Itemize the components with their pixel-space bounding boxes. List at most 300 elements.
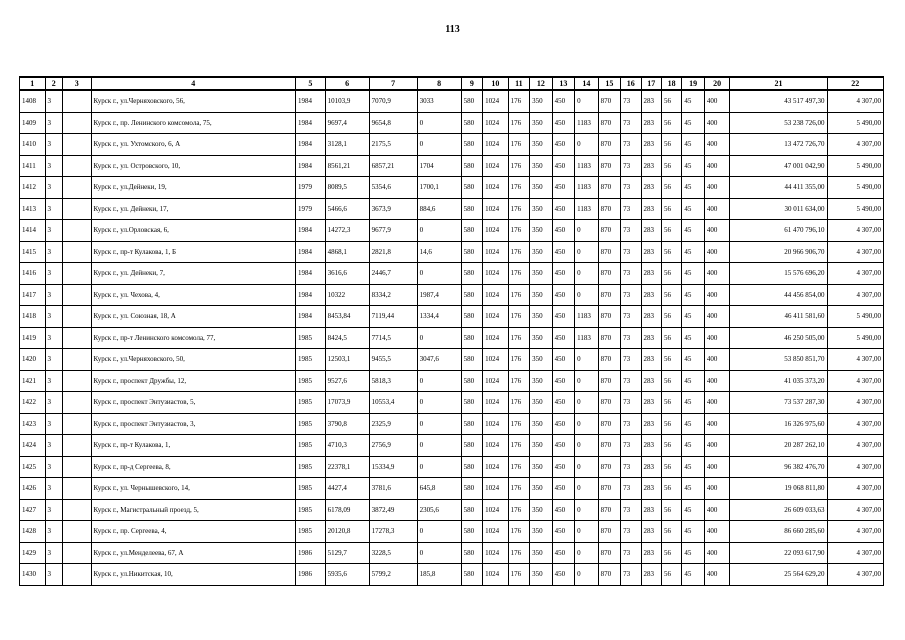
row-number: 1425 — [20, 456, 46, 478]
col11-cell: 176 — [508, 564, 529, 586]
col11-cell: 176 — [508, 435, 529, 457]
category-cell: 3 — [45, 177, 62, 199]
col12-cell: 350 — [530, 241, 552, 263]
col7-cell: 6857,21 — [369, 155, 417, 177]
col17-cell: 283 — [641, 241, 661, 263]
col19-cell: 45 — [682, 327, 704, 349]
col20-cell: 400 — [704, 370, 730, 392]
col7-cell: 2756,9 — [369, 435, 417, 457]
unit-cost-cell: 4 307,00 — [827, 456, 883, 478]
address-cell: Курск г., ул.Черняховского, 56, — [91, 90, 295, 112]
col3-cell — [62, 263, 91, 285]
col3-cell — [62, 392, 91, 414]
col9-cell: 580 — [461, 198, 482, 220]
row-number: 1416 — [20, 263, 46, 285]
address-cell: Курск г., ул. Ухтомского, 6, А — [91, 134, 295, 156]
col13-cell: 450 — [552, 370, 574, 392]
address-cell: Курск г., пр-д Сергеева, 8, — [91, 456, 295, 478]
col6-cell: 9527,6 — [325, 370, 369, 392]
col13-cell: 450 — [552, 456, 574, 478]
col3-cell — [62, 521, 91, 543]
column-header-22: 22 — [827, 77, 883, 90]
col8-cell: 1704 — [417, 155, 461, 177]
total-cost-cell: 25 564 629,20 — [730, 564, 827, 586]
col19-cell: 45 — [682, 306, 704, 328]
col17-cell: 283 — [641, 499, 661, 521]
col6-cell: 4427,4 — [325, 478, 369, 500]
col12-cell: 350 — [530, 198, 552, 220]
column-header-18: 18 — [661, 77, 681, 90]
col12-cell: 350 — [530, 478, 552, 500]
col19-cell: 45 — [682, 392, 704, 414]
col8-cell: 884,6 — [417, 198, 461, 220]
year-cell: 1986 — [296, 564, 326, 586]
unit-cost-cell: 5 490,00 — [827, 112, 883, 134]
col16-cell: 73 — [621, 478, 641, 500]
category-cell: 3 — [45, 155, 62, 177]
col18-cell: 56 — [661, 198, 681, 220]
unit-cost-cell: 5 490,00 — [827, 327, 883, 349]
col3-cell — [62, 349, 91, 371]
col15-cell: 870 — [598, 90, 620, 112]
col18-cell: 56 — [661, 327, 681, 349]
address-cell: Курск г., ул. Чехова, 4, — [91, 284, 295, 306]
col15-cell: 870 — [598, 263, 620, 285]
year-cell: 1984 — [296, 112, 326, 134]
table-row — [20, 155, 884, 177]
table-row — [20, 542, 884, 564]
col15-cell: 870 — [598, 177, 620, 199]
col8-cell: 0 — [417, 327, 461, 349]
col14-cell: 0 — [575, 456, 599, 478]
category-cell: 3 — [45, 349, 62, 371]
col19-cell: 45 — [682, 241, 704, 263]
col3-cell — [62, 370, 91, 392]
address-cell: Курск г., проспект Энтузиастов, 3, — [91, 413, 295, 435]
col10-cell: 1024 — [483, 198, 509, 220]
col8-cell: 0 — [417, 134, 461, 156]
unit-cost-cell: 5 490,00 — [827, 177, 883, 199]
col18-cell: 56 — [661, 177, 681, 199]
col16-cell: 73 — [621, 456, 641, 478]
address-cell: Курск г., ул.Менделеева, 67, А — [91, 542, 295, 564]
column-header-5: 5 — [296, 77, 326, 90]
category-cell: 3 — [45, 327, 62, 349]
col12-cell: 350 — [530, 456, 552, 478]
col10-cell: 1024 — [483, 263, 509, 285]
col17-cell: 283 — [641, 112, 661, 134]
col14-cell: 0 — [575, 413, 599, 435]
category-cell: 3 — [45, 112, 62, 134]
col8-cell: 0 — [417, 263, 461, 285]
col16-cell: 73 — [621, 413, 641, 435]
col16-cell: 73 — [621, 134, 641, 156]
col16-cell: 73 — [621, 392, 641, 414]
col7-cell: 7070,9 — [369, 90, 417, 112]
col15-cell: 870 — [598, 155, 620, 177]
column-header-17: 17 — [641, 77, 661, 90]
col20-cell: 400 — [704, 306, 730, 328]
col10-cell: 1024 — [483, 134, 509, 156]
col20-cell: 400 — [704, 112, 730, 134]
category-cell: 3 — [45, 198, 62, 220]
year-cell: 1985 — [296, 521, 326, 543]
category-cell: 3 — [45, 392, 62, 414]
unit-cost-cell: 4 307,00 — [827, 349, 883, 371]
col9-cell: 580 — [461, 478, 482, 500]
col15-cell: 870 — [598, 241, 620, 263]
col19-cell: 45 — [682, 521, 704, 543]
col15-cell: 870 — [598, 284, 620, 306]
address-cell: Курск г., пр. Сергеева, 4, — [91, 521, 295, 543]
total-cost-cell: 19 068 811,80 — [730, 478, 827, 500]
col17-cell: 283 — [641, 177, 661, 199]
table-row — [20, 134, 884, 156]
col13-cell: 450 — [552, 413, 574, 435]
col12-cell: 350 — [530, 370, 552, 392]
row-number: 1412 — [20, 177, 46, 199]
col17-cell: 283 — [641, 284, 661, 306]
col6-cell: 8561,21 — [325, 155, 369, 177]
col15-cell: 870 — [598, 413, 620, 435]
col12-cell: 350 — [530, 499, 552, 521]
col9-cell: 580 — [461, 413, 482, 435]
col12-cell: 350 — [530, 435, 552, 457]
row-number: 1418 — [20, 306, 46, 328]
table-row — [20, 392, 884, 414]
col17-cell: 283 — [641, 370, 661, 392]
col9-cell: 580 — [461, 327, 482, 349]
col6-cell: 9697,4 — [325, 112, 369, 134]
address-cell: Курск г., ул.Черняховского, 50, — [91, 349, 295, 371]
col12-cell: 350 — [530, 220, 552, 242]
table-row — [20, 241, 884, 263]
col9-cell: 580 — [461, 284, 482, 306]
col6-cell: 20120,8 — [325, 521, 369, 543]
column-header-13: 13 — [552, 77, 574, 90]
table-row — [20, 564, 884, 586]
col7-cell: 2325,9 — [369, 413, 417, 435]
row-number: 1429 — [20, 542, 46, 564]
col17-cell: 283 — [641, 456, 661, 478]
col6-cell: 6178,09 — [325, 499, 369, 521]
col11-cell: 176 — [508, 327, 529, 349]
category-cell: 3 — [45, 306, 62, 328]
col18-cell: 56 — [661, 521, 681, 543]
col14-cell: 1183 — [575, 155, 599, 177]
col16-cell: 73 — [621, 220, 641, 242]
address-cell: Курск г., ул.Дейнеки, 19, — [91, 177, 295, 199]
col20-cell: 400 — [704, 392, 730, 414]
col6-cell: 8453,84 — [325, 306, 369, 328]
col9-cell: 580 — [461, 564, 482, 586]
table-row — [20, 306, 884, 328]
unit-cost-cell: 4 307,00 — [827, 499, 883, 521]
col19-cell: 45 — [682, 198, 704, 220]
col10-cell: 1024 — [483, 478, 509, 500]
col11-cell: 176 — [508, 198, 529, 220]
col6-cell: 3790,8 — [325, 413, 369, 435]
total-cost-cell: 44 411 355,00 — [730, 177, 827, 199]
col7-cell: 5799,2 — [369, 564, 417, 586]
table-row — [20, 220, 884, 242]
unit-cost-cell: 4 307,00 — [827, 478, 883, 500]
col13-cell: 450 — [552, 564, 574, 586]
col7-cell: 9654,8 — [369, 112, 417, 134]
col17-cell: 283 — [641, 521, 661, 543]
col3-cell — [62, 306, 91, 328]
col3-cell — [62, 220, 91, 242]
category-cell: 3 — [45, 284, 62, 306]
col6-cell: 4710,3 — [325, 435, 369, 457]
col3-cell — [62, 155, 91, 177]
col10-cell: 1024 — [483, 306, 509, 328]
col8-cell: 1700,1 — [417, 177, 461, 199]
col6-cell: 8424,5 — [325, 327, 369, 349]
col14-cell: 0 — [575, 564, 599, 586]
category-cell: 3 — [45, 220, 62, 242]
col14-cell: 1183 — [575, 177, 599, 199]
col3-cell — [62, 327, 91, 349]
col15-cell: 870 — [598, 198, 620, 220]
col17-cell: 283 — [641, 327, 661, 349]
col9-cell: 580 — [461, 521, 482, 543]
col12-cell: 350 — [530, 542, 552, 564]
col12-cell: 350 — [530, 349, 552, 371]
col18-cell: 56 — [661, 284, 681, 306]
unit-cost-cell: 4 307,00 — [827, 542, 883, 564]
col16-cell: 73 — [621, 155, 641, 177]
col3-cell — [62, 241, 91, 263]
col14-cell: 0 — [575, 435, 599, 457]
column-header-9: 9 — [461, 77, 482, 90]
col6-cell: 14272,3 — [325, 220, 369, 242]
column-header-4: 4 — [91, 77, 295, 90]
col11-cell: 176 — [508, 456, 529, 478]
column-header-16: 16 — [621, 77, 641, 90]
col15-cell: 870 — [598, 392, 620, 414]
col6-cell: 3616,6 — [325, 263, 369, 285]
year-cell: 1985 — [296, 435, 326, 457]
total-cost-cell: 20 287 262,10 — [730, 435, 827, 457]
col14-cell: 0 — [575, 284, 599, 306]
table-row — [20, 198, 884, 220]
col8-cell: 0 — [417, 370, 461, 392]
col12-cell: 350 — [530, 112, 552, 134]
col20-cell: 400 — [704, 198, 730, 220]
col9-cell: 580 — [461, 306, 482, 328]
col14-cell: 0 — [575, 220, 599, 242]
col7-cell: 7714,5 — [369, 327, 417, 349]
category-cell: 3 — [45, 370, 62, 392]
col13-cell: 450 — [552, 155, 574, 177]
col15-cell: 870 — [598, 349, 620, 371]
col7-cell: 10553,4 — [369, 392, 417, 414]
col8-cell: 0 — [417, 112, 461, 134]
col17-cell: 283 — [641, 155, 661, 177]
col19-cell: 45 — [682, 112, 704, 134]
col14-cell: 0 — [575, 478, 599, 500]
total-cost-cell: 30 011 634,00 — [730, 198, 827, 220]
col13-cell: 450 — [552, 112, 574, 134]
col9-cell: 580 — [461, 542, 482, 564]
col18-cell: 56 — [661, 542, 681, 564]
col20-cell: 400 — [704, 349, 730, 371]
col12-cell: 350 — [530, 564, 552, 586]
unit-cost-cell: 5 490,00 — [827, 155, 883, 177]
col11-cell: 176 — [508, 306, 529, 328]
col13-cell: 450 — [552, 90, 574, 112]
col11-cell: 176 — [508, 392, 529, 414]
col19-cell: 45 — [682, 542, 704, 564]
col16-cell: 73 — [621, 435, 641, 457]
unit-cost-cell: 5 490,00 — [827, 306, 883, 328]
col13-cell: 450 — [552, 263, 574, 285]
col14-cell: 1183 — [575, 198, 599, 220]
col13-cell: 450 — [552, 435, 574, 457]
unit-cost-cell: 4 307,00 — [827, 413, 883, 435]
col14-cell: 1183 — [575, 112, 599, 134]
category-cell: 3 — [45, 90, 62, 112]
unit-cost-cell: 4 307,00 — [827, 370, 883, 392]
col13-cell: 450 — [552, 220, 574, 242]
col19-cell: 45 — [682, 413, 704, 435]
col18-cell: 56 — [661, 564, 681, 586]
col17-cell: 283 — [641, 220, 661, 242]
col17-cell: 283 — [641, 478, 661, 500]
unit-cost-cell: 4 307,00 — [827, 435, 883, 457]
col7-cell: 2821,8 — [369, 241, 417, 263]
col11-cell: 176 — [508, 177, 529, 199]
col14-cell: 1183 — [575, 327, 599, 349]
category-cell: 3 — [45, 263, 62, 285]
col16-cell: 73 — [621, 564, 641, 586]
col17-cell: 283 — [641, 198, 661, 220]
column-header-11: 11 — [508, 77, 529, 90]
row-number: 1424 — [20, 435, 46, 457]
col11-cell: 176 — [508, 112, 529, 134]
address-cell: Курск г., пр. Ленинского комсомола, 75, — [91, 112, 295, 134]
col20-cell: 400 — [704, 478, 730, 500]
col6-cell: 5466,6 — [325, 198, 369, 220]
col10-cell: 1024 — [483, 392, 509, 414]
col7-cell: 8334,2 — [369, 284, 417, 306]
address-cell: Курск г., ул.Никитская, 10, — [91, 564, 295, 586]
address-cell: Курск г., ул.Орловская, 6, — [91, 220, 295, 242]
col17-cell: 283 — [641, 306, 661, 328]
col19-cell: 45 — [682, 435, 704, 457]
table-row — [20, 456, 884, 478]
col18-cell: 56 — [661, 370, 681, 392]
col10-cell: 1024 — [483, 155, 509, 177]
col6-cell: 17073,9 — [325, 392, 369, 414]
address-cell: Курск г., ул. Дейнеки, 17, — [91, 198, 295, 220]
col11-cell: 176 — [508, 499, 529, 521]
col11-cell: 176 — [508, 349, 529, 371]
col13-cell: 450 — [552, 134, 574, 156]
col11-cell: 176 — [508, 542, 529, 564]
col8-cell: 3033 — [417, 90, 461, 112]
col9-cell: 580 — [461, 220, 482, 242]
col20-cell: 400 — [704, 284, 730, 306]
header-row — [20, 77, 884, 90]
col17-cell: 283 — [641, 564, 661, 586]
col11-cell: 176 — [508, 90, 529, 112]
total-cost-cell: 86 660 285,60 — [730, 521, 827, 543]
col16-cell: 73 — [621, 177, 641, 199]
col16-cell: 73 — [621, 521, 641, 543]
col10-cell: 1024 — [483, 370, 509, 392]
col19-cell: 45 — [682, 220, 704, 242]
col11-cell: 176 — [508, 220, 529, 242]
year-cell: 1985 — [296, 392, 326, 414]
col12-cell: 350 — [530, 177, 552, 199]
year-cell: 1979 — [296, 198, 326, 220]
col14-cell: 0 — [575, 521, 599, 543]
col3-cell — [62, 90, 91, 112]
col9-cell: 580 — [461, 499, 482, 521]
col3-cell — [62, 112, 91, 134]
unit-cost-cell: 4 307,00 — [827, 134, 883, 156]
total-cost-cell: 53 238 726,00 — [730, 112, 827, 134]
col8-cell: 0 — [417, 456, 461, 478]
table-body — [20, 90, 884, 585]
col19-cell: 45 — [682, 564, 704, 586]
row-number: 1430 — [20, 564, 46, 586]
col17-cell: 283 — [641, 542, 661, 564]
col19-cell: 45 — [682, 349, 704, 371]
col13-cell: 450 — [552, 284, 574, 306]
col16-cell: 73 — [621, 306, 641, 328]
column-header-7: 7 — [369, 77, 417, 90]
col11-cell: 176 — [508, 241, 529, 263]
column-header-19: 19 — [682, 77, 704, 90]
year-cell: 1984 — [296, 155, 326, 177]
category-cell: 3 — [45, 521, 62, 543]
row-number: 1426 — [20, 478, 46, 500]
col11-cell: 176 — [508, 284, 529, 306]
col17-cell: 283 — [641, 435, 661, 457]
col9-cell: 580 — [461, 349, 482, 371]
address-cell: Курск г., проспект Энтузиастов, 5, — [91, 392, 295, 414]
col19-cell: 45 — [682, 284, 704, 306]
col3-cell — [62, 435, 91, 457]
col7-cell: 3872,49 — [369, 499, 417, 521]
col6-cell: 3128,1 — [325, 134, 369, 156]
col17-cell: 283 — [641, 392, 661, 414]
col15-cell: 870 — [598, 112, 620, 134]
unit-cost-cell: 4 307,00 — [827, 284, 883, 306]
year-cell: 1985 — [296, 349, 326, 371]
col13-cell: 450 — [552, 478, 574, 500]
col14-cell: 0 — [575, 542, 599, 564]
col18-cell: 56 — [661, 435, 681, 457]
year-cell: 1984 — [296, 220, 326, 242]
col14-cell: 0 — [575, 392, 599, 414]
col8-cell: 0 — [417, 542, 461, 564]
row-number: 1408 — [20, 90, 46, 112]
address-cell: Курск г., ул. Дейнеки, 7, — [91, 263, 295, 285]
col13-cell: 450 — [552, 542, 574, 564]
row-number: 1410 — [20, 134, 46, 156]
col3-cell — [62, 413, 91, 435]
col13-cell: 450 — [552, 327, 574, 349]
col13-cell: 450 — [552, 306, 574, 328]
col8-cell: 645,8 — [417, 478, 461, 500]
col7-cell: 3673,9 — [369, 198, 417, 220]
col6-cell: 5129,7 — [325, 542, 369, 564]
col13-cell: 450 — [552, 392, 574, 414]
